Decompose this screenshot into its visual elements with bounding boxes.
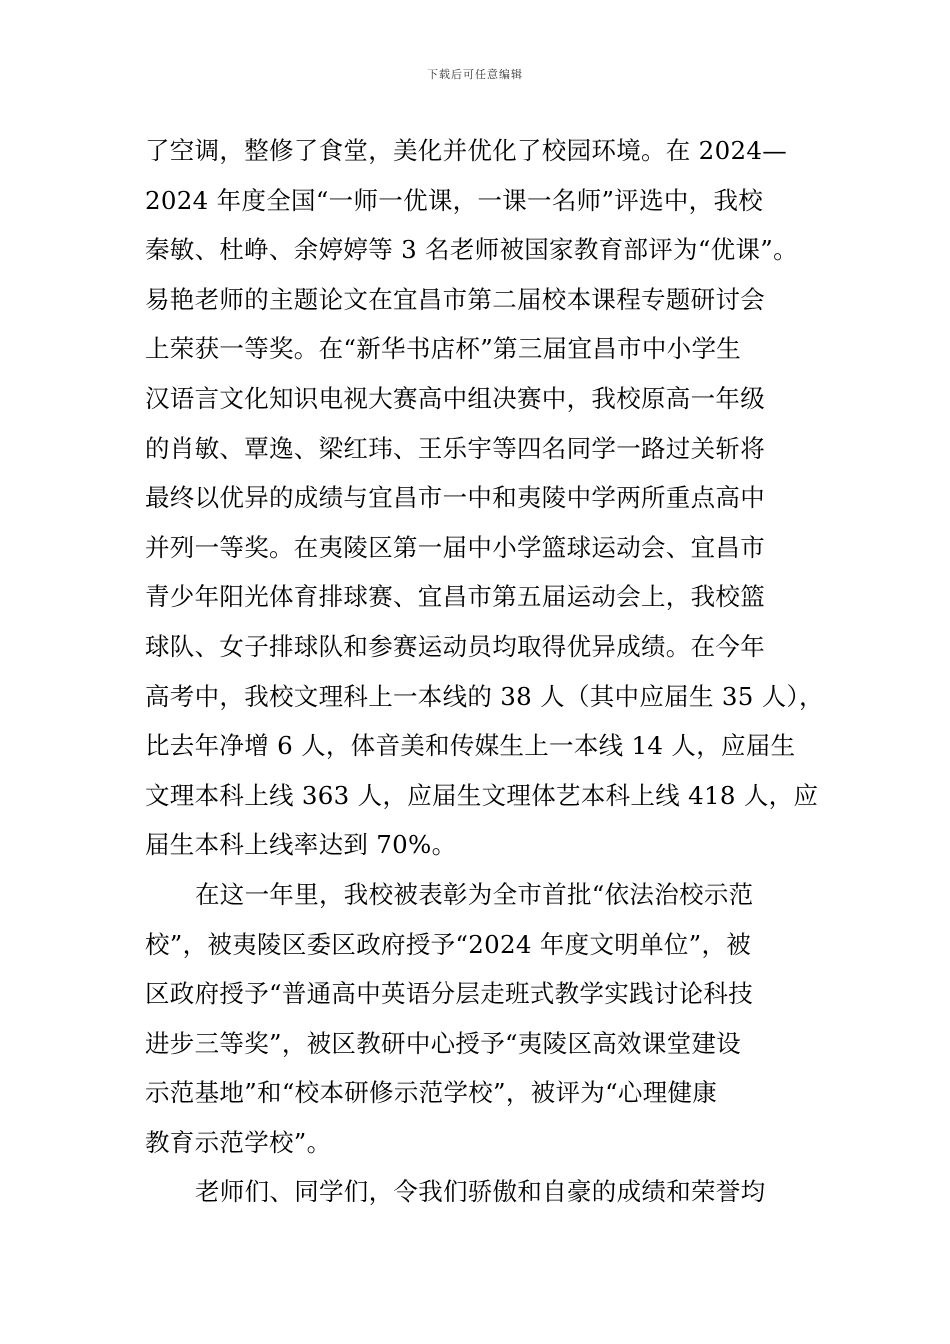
text-line: 高考中，我校文理科上一本线的 38 人（其中应届生 35 人）， (145, 681, 824, 711)
text-line: 文理本科上线 363 人，应届生文理体艺本科上线 418 人，应 (145, 780, 819, 810)
text-line: 2024 年度全国“一师一优课，一课一名师”评选中，我校 (145, 185, 764, 215)
text-line: 届生本科上线率达到 70%。 (145, 830, 457, 860)
text-line: 并列一等奖。在夷陵区第一届中小学篮球运动会、宜昌市 (145, 532, 765, 562)
text-line: 校”，被夷陵区委区政府授予“2024 年度文明单位”，被 (145, 929, 752, 959)
text-line: 的肖敏、覃逸、梁红玮、王乐宇等四名同学一路过关斩将 (145, 433, 765, 463)
text-line: 秦敏、杜峥、余婷婷等 3 名老师被国家教育部评为“优课”。 (145, 235, 798, 265)
paragraph-first-line: 老师们、同学们，令我们骄傲和自豪的成绩和荣誉均 (195, 1177, 766, 1207)
text-line: 易艳老师的主题论文在宜昌市第二届校本课程专题研讨会 (145, 284, 765, 314)
text-line: 最终以优异的成绩与宜昌市一中和夷陵中学两所重点高中 (145, 483, 765, 513)
page-header: 下载后可任意编辑 (427, 68, 523, 81)
text-line: 进步三等奖”，被区教研中心授予“夷陵区高效课堂建设 (145, 1028, 742, 1058)
document-body (145, 126, 835, 1217)
text-line: 区政府授予“普通高中英语分层走班式教学实践讨论科技 (145, 979, 754, 1009)
text-line: 了空调，整修了食堂，美化并优化了校园环境。在 2024— (145, 136, 788, 165)
text-line: 上荣获一等奖。在“新华书店杯”第三届宜昌市中小学生 (145, 334, 742, 364)
text-line: 比去年净增 6 人，体音美和传媒生上一本线 14 人，应届生 (145, 731, 796, 761)
paragraph-first-line: 在这一年里，我校被表彰为全市首批“依法治校示范 (195, 879, 754, 909)
text-line: 汉语言文化知识电视大赛高中组决赛中，我校原高一年级 (145, 383, 765, 413)
text-line: 球队、女子排球队和参赛运动员均取得优异成绩。在今年 (145, 631, 765, 661)
text-line: 青少年阳光体育排球赛、宜昌市第五届运动会上，我校篮 (145, 582, 765, 612)
text-line: 教育示范学校”。 (145, 1127, 332, 1157)
text-line: 示范基地”和“校本研修示范学校”，被评为“心理健康 (145, 1078, 718, 1108)
